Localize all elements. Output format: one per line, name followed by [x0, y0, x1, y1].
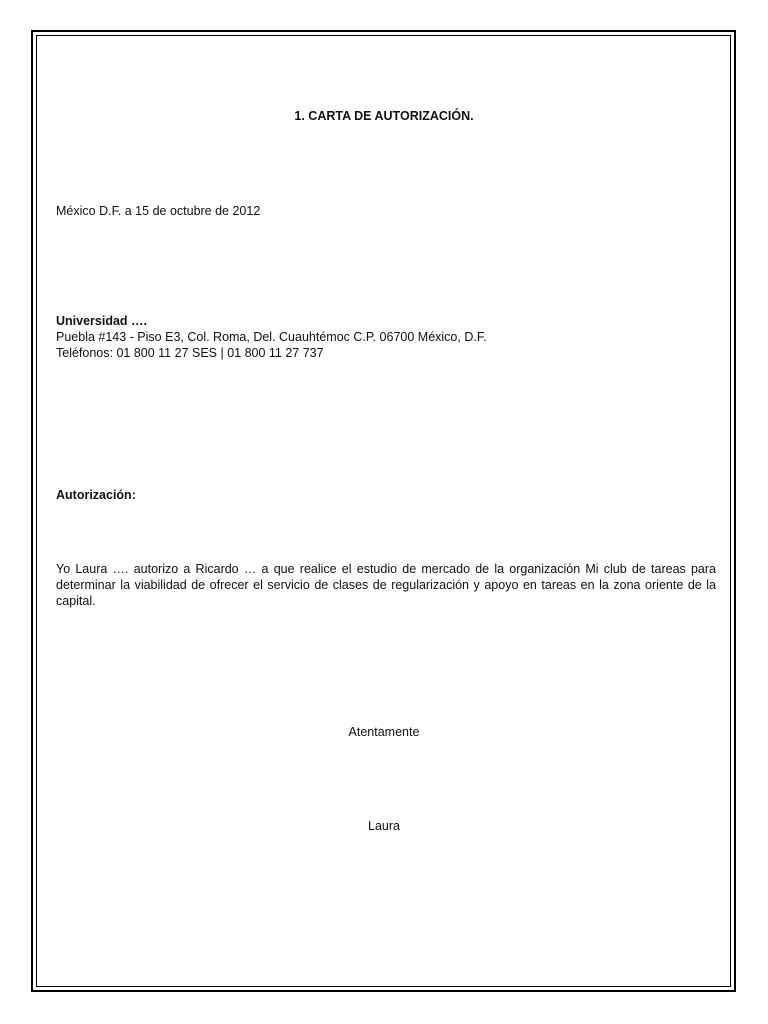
- recipient-name: Universidad ….: [56, 314, 147, 328]
- document-title: 1. CARTA DE AUTORIZACIÓN.: [294, 109, 474, 123]
- body-paragraph: Yo Laura …. autorizo a Ricardo … a que realice el estudio de mercado de la organización Mi club de tareas para determinar la viabilidad de ofrecer el servicio de clases de regularización y apoyo en tareas en la zona oriente de la capital.: [56, 562, 716, 608]
- page-border-inner: [36, 35, 731, 987]
- recipient-block: [56, 313, 716, 361]
- recipient-phones: Teléfonos: 01 800 11 27 SES | 01 800 11 27 737: [56, 346, 324, 360]
- section-heading: Autorización:: [56, 488, 136, 502]
- recipient-address: Puebla #143 - Piso E3, Col. Roma, Del. Cuauhtémoc C.P. 06700 México, D.F.: [56, 330, 487, 344]
- signature-name: Laura: [368, 819, 400, 833]
- closing-line: Atentamente: [348, 725, 420, 739]
- date-line: México D.F. a 15 de octubre de 2012: [56, 204, 261, 218]
